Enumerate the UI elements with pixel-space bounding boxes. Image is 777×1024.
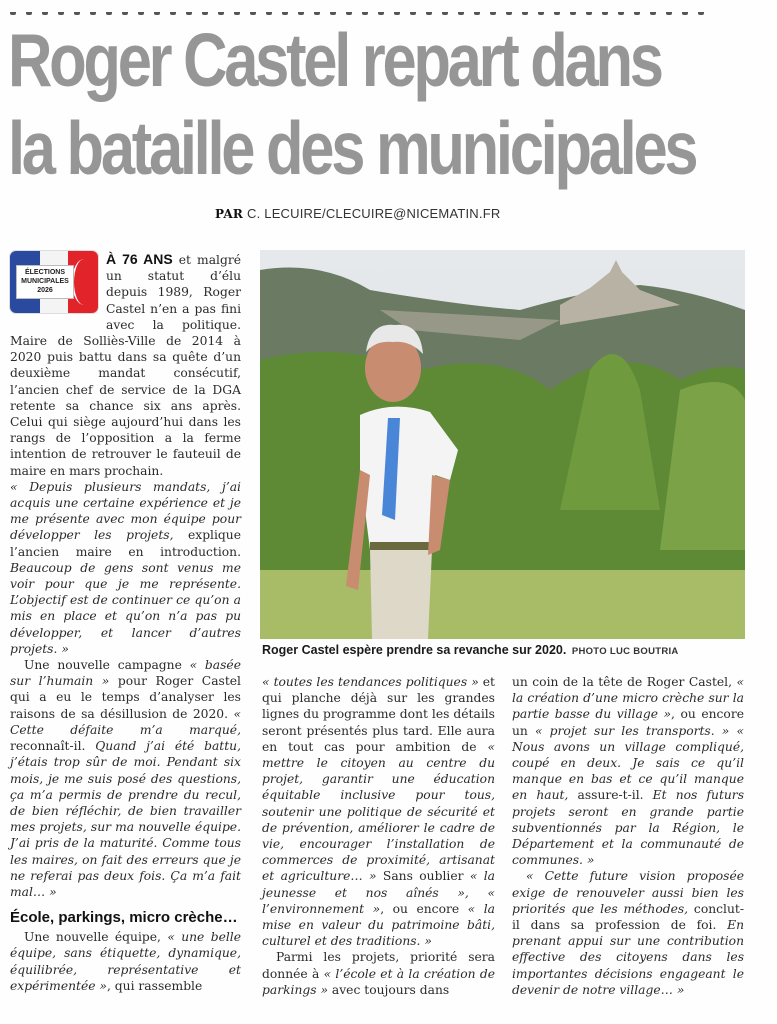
byline-prefix: PAR [215,207,244,221]
text: , qui rassemble [106,978,203,993]
quote: « mettre le citoyen au centre du projet, garantir une éducation équitable inclusive pour tous, soutenir une politique de sécurité et de prévention, améliorer le cadre de vie, encourager l’installation de commerces de proximité, artisanat et agriculture… » [262,739,495,884]
quote: En prenant appui sur une contribution effective des citoyens dans les importantes décisions engageant le devenir de notre village… » [512,918,744,997]
quote: « Depuis plusieurs mandats, j’ai acquis une certaine expérience et je me présente avec mon équipe pour développer les projets, [10,479,241,543]
text: et qui planche déjà sur les grandes lignes du programme dont les détails seront présentés plus tard. Elle aura en tout cas pour ambition de [262,675,495,754]
subheading: École, parkings, micro crèche… [10,909,238,927]
photo-caption [262,643,679,657]
headline-line-2: la bataille des municipales [8,106,696,190]
elections-logo-label [16,265,74,299]
quote: Et nos futurs projets seront en grande partie subventionnés par la Région, le Département et la communauté de communes. » [512,788,744,868]
quote: Quand j’ai été battu, j’étais trop sûr de moi. Pendant six mois, je me suis posé des questions, ça m’a permis de prendre du recul, de bien réfléchir, de bien travailler mes projets, sur ma nouvelle équipe. J’ai pris de la maturité. Comme tous les maires, on fait des erreurs que je ne referai pas deux fois. Ça m’a fait mal… » [10,739,241,899]
text: reconnaît-il. [10,739,96,754]
text: Une nouvelle campagne [24,658,190,673]
logo-line-3: 2026 [37,287,53,294]
article-column-1 [10,251,241,994]
paragraph [262,674,495,949]
photo-credit: PHOTO LUC BOUTRIA [571,646,679,657]
quote: « Cette défaite m’a marqué, [10,706,241,737]
article-photo [260,250,745,639]
text: Parmi les projets, priorité sera donnée à [262,950,495,981]
cropped-text-line [10,0,750,4]
quote: « Cette future vision proposée exige de renouveler aussi bien les priorités que les méthodes, [512,869,744,916]
text: conclut-il dans sa profession de foi. [512,901,744,933]
caption-text: Roger Castel espère prendre sa revanche sur 2020. [262,643,567,657]
text: Une nouvelle équipe, [24,930,168,945]
quote: « la mise en valeur du patrimoine bâti, culturel et des traditions. » [262,901,495,949]
paragraph [262,949,495,998]
paragraph [512,868,744,998]
quote: « toutes les tendances politiques » [262,675,479,689]
quote: « l’école et à la création de parkings » [262,966,495,997]
logo-line-1: ÉLECTIONS [24,269,66,276]
lead-in: À 76 ANS [106,251,173,267]
byline-author: C. LECUIRE/CLECUIRE@NICEMATIN.FR [247,206,501,221]
quote: « la jeunesse et nos aînés », « l’environnement » [262,869,495,916]
elections-logo [10,251,98,313]
quote: « la création d’une micro crèche sur la partie basse du village » [512,675,744,722]
meadow-shape [260,570,745,639]
paragraph [10,479,241,657]
marianne-icon [72,259,96,305]
text: , ou encore un [512,707,744,738]
paragraph [512,674,744,868]
text: Sans oublier [376,869,470,884]
text: et malgré un statut d’élu depuis 1989, Roger Castel n’en a pas fini avec la politique. Maire de Solliès-Ville de 2014 à 2020 puis battu dans sa quête d’un deuxième mandat consécutif, l’ancien chef de service de la DGA retente sa chance six ans après. Celui qui siège aujourd’hui dans les rangs de l’opposition a la ferme intention de retrouver le fauteuil de maire en mars prochain. [10,253,241,478]
text: avec toujours dans [328,982,450,997]
logo-line-2: MUNICIPALES [21,278,69,285]
article-column-3 [512,674,744,998]
text: , ou encore [380,901,468,916]
article-column-2 [262,674,495,998]
text: pour Roger Castel qui a eu le temps d’analyser les raisons de sa désillusion de 2020. [10,674,241,721]
quote: Beaucoup de gens sont venus me voir pour que je me représente. L’objectif est de continuer ce qu’on a mis en place et qu’on n’a pas pu développer, et lancer d’autres projets. » [10,560,241,656]
text: assure-t-il. [568,788,653,803]
quote: « basée sur l’humain » [10,658,241,689]
paragraph [10,657,241,900]
paragraph [10,929,241,994]
byline [215,206,500,221]
headline-line-1: Roger Castel repart dans [8,18,661,102]
quote: « une belle équipe, sans étiquette, dynamique, équilibrée, représentative et expérimentée » [10,930,241,993]
headline [8,16,696,192]
text: explique l’ancien maire en introduction. [10,528,241,559]
text: un coin de la tête de Roger Castel, [512,675,737,689]
quote: « projet sur les transports. » « Nous avons un village compliqué, coupé en deux. Je sais ce qu’il manque en bas et ce qu’il manque en haut, [512,723,744,803]
photo-illustration [260,250,745,639]
